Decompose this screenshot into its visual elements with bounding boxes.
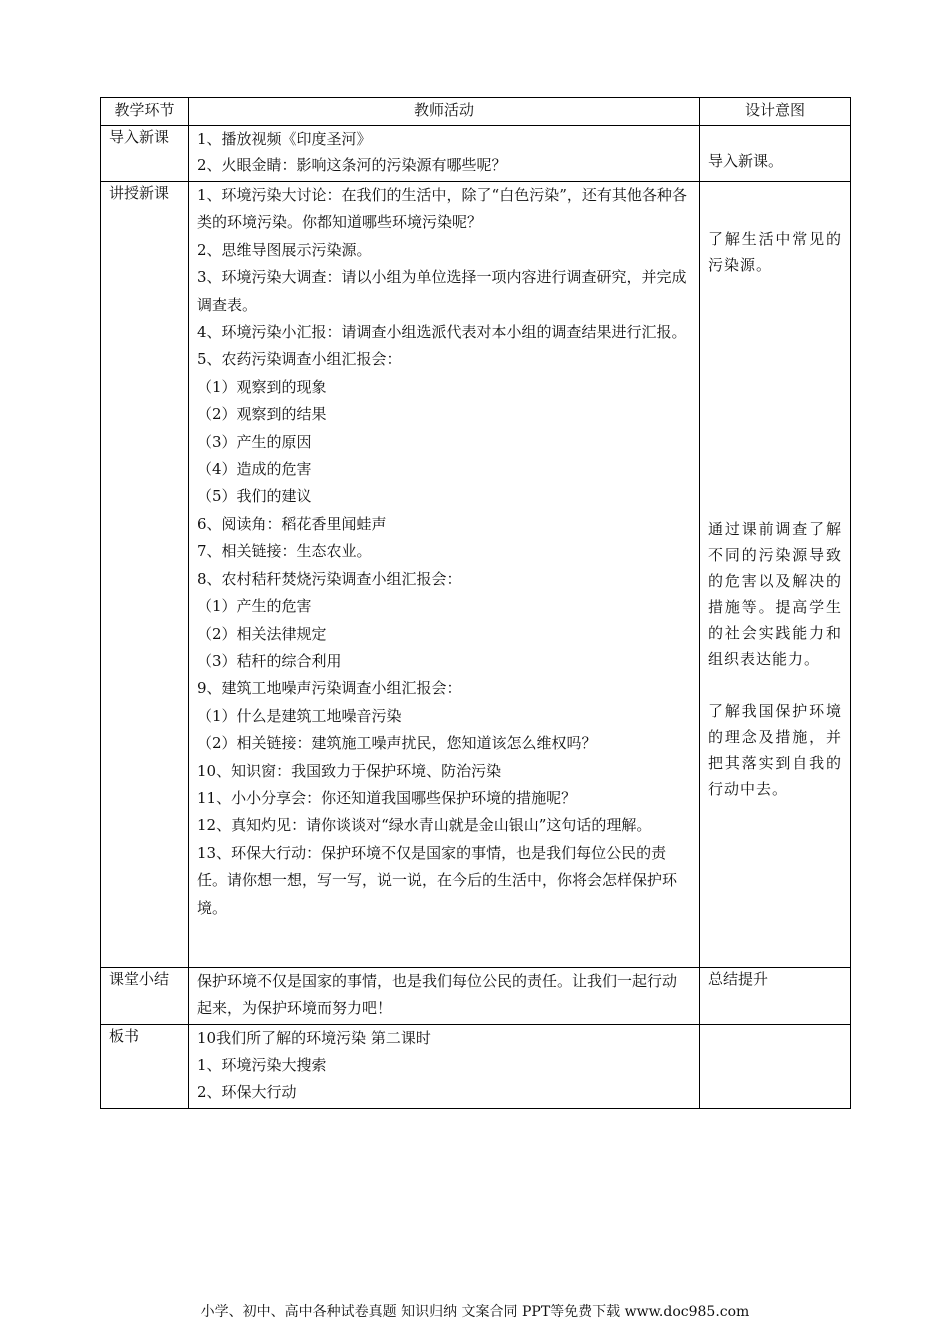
activity-line: 11、小小分享会：你还知道我国哪些保护环境的措施呢？: [197, 788, 577, 807]
activity-line: 13、环保大行动：保护环境不仅是国家的事情，也是我们每位公民的责任。请你想一想，写一写，说一说，在今后的生活中，你将会怎样保护环境。: [197, 843, 678, 917]
activity-line: 保护环境不仅是国家的事情，也是我们每位公民的责任。让我们一起行动起来，为保护环境而努力吧！: [197, 972, 678, 1017]
activity-cell: [189, 126, 700, 182]
table-row: [101, 182, 851, 968]
activity-line: （2）相关链接：建筑施工噪声扰民，您知道该怎么维权吗？: [197, 734, 597, 753]
activity-line: 6、阅读角：稻花香里闻蛙声: [197, 514, 387, 533]
activity-line: （2）观察到的结果: [197, 405, 327, 424]
activity-line: （5）我们的建议: [197, 487, 312, 506]
activity-line: （3）秸秆的综合利用: [197, 651, 342, 670]
intent-text: 总结提升: [708, 970, 769, 988]
activity-line: 7、相关链接：生态农业。: [197, 542, 372, 561]
stage-cell: 讲授新课: [101, 182, 189, 968]
activity-line: 4、环境污染小汇报：请调查小组选派代表对本小组的调查结果进行汇报。: [197, 323, 687, 342]
activity-line: 10、知识窗：我国致力于保护环境、防治污染: [197, 761, 502, 780]
header-intent: 设计意图: [700, 98, 851, 126]
table-row: [101, 1025, 851, 1109]
activity-cell: [189, 968, 700, 1025]
activity-line: （1）什么是建筑工地噪音污染: [197, 706, 402, 725]
stage-cell: 导入新课: [101, 126, 189, 182]
intent-text: 了解我国保护环境的理念及措施，并把其落实到自我的行动中去。: [708, 702, 842, 798]
activity-cell: [189, 182, 700, 968]
intent-text: 通过课前调查了解不同的污染源导致的危害以及解决的措施等。提高学生的社会实践能力和组织表达能力。: [708, 520, 842, 668]
header-activity: 教师活动: [189, 98, 700, 126]
activity-line: 12、真知灼见：请你谈谈对“绿水青山就是金山银山”这句话的理解。: [197, 816, 652, 835]
activity-line: 1、环境污染大讨论：在我们的生活中，除了“白色污染”，还有其他各种各类的环境污染。你都知道哪些环境污染呢？: [197, 186, 687, 232]
activity-line: 2、环保大行动: [197, 1083, 297, 1101]
activity-line: （1）观察到的现象: [197, 377, 327, 396]
activity-line: 5、农药污染调查小组汇报会：: [197, 350, 402, 369]
activity-line: 2、思维导图展示污染源。: [197, 240, 372, 259]
stage-cell: 板书: [101, 1025, 189, 1109]
intent-text: 导入新课。: [708, 152, 784, 170]
intent-cell: [700, 126, 851, 182]
table-row: [101, 126, 851, 182]
activity-line: （1）产生的危害: [197, 597, 312, 616]
intent-cell: [700, 1025, 851, 1109]
activity-line: 9、建筑工地噪声污染调查小组汇报会：: [197, 679, 462, 698]
activity-line: （2）相关法律规定: [197, 624, 327, 643]
activity-line: 2、火眼金睛：影响这条河的污染源有哪些呢？: [197, 156, 507, 174]
activity-line: 1、播放视频《印度圣河》: [197, 130, 372, 148]
intent-cell: [700, 968, 851, 1025]
stage-cell: 课堂小结: [101, 968, 189, 1025]
activity-line: （3）产生的原因: [197, 432, 312, 451]
table-row: [101, 968, 851, 1025]
activity-line: 1、环境污染大搜索: [197, 1056, 327, 1074]
header-stage: 教学环节: [101, 98, 189, 126]
lesson-plan-table: [100, 97, 851, 1109]
table-header-row: [101, 98, 851, 126]
page-footer: 小学、初中、高中各种试卷真题 知识归纳 文案合同 PPT等免费下载 www.doc985.com: [200, 1304, 750, 1320]
activity-line: （4）造成的危害: [197, 460, 312, 479]
intent-text: 了解生活中常见的污染源。: [708, 230, 842, 274]
activity-cell: [189, 1025, 700, 1109]
activity-line: 8、农村秸秆焚烧污染调查小组汇报会：: [197, 569, 462, 588]
intent-cell: [700, 182, 851, 968]
activity-line: 3、环境污染大调查：请以小组为单位选择一项内容进行调查研究，并完成调查表。: [197, 268, 687, 314]
activity-line: 10我们所了解的环境污染 第二课时: [197, 1029, 431, 1047]
